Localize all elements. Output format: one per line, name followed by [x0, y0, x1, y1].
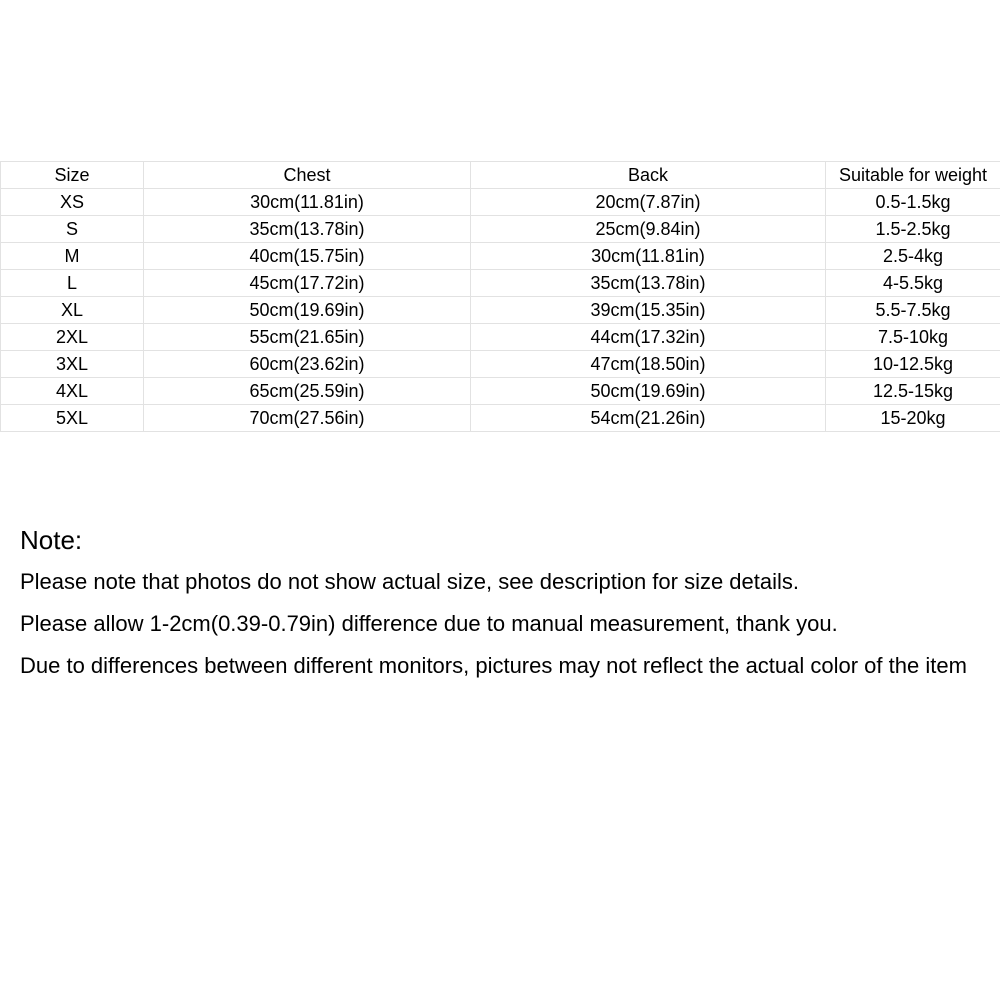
cell-chest: 45cm(17.72in) [144, 270, 471, 297]
cell-size: 2XL [1, 324, 144, 351]
cell-size: XS [1, 189, 144, 216]
cell-chest: 65cm(25.59in) [144, 378, 471, 405]
table-header-row [1, 162, 1000, 189]
header-weight: Suitable for weight [826, 162, 1000, 189]
size-chart-table [0, 161, 1000, 432]
header-chest: Chest [144, 162, 471, 189]
cell-chest: 30cm(11.81in) [144, 189, 471, 216]
cell-weight: 7.5-10kg [826, 324, 1000, 351]
table-row [1, 216, 1000, 243]
cell-size: L [1, 270, 144, 297]
cell-weight: 2.5-4kg [826, 243, 1000, 270]
cell-weight: 0.5-1.5kg [826, 189, 1000, 216]
cell-size: 3XL [1, 351, 144, 378]
cell-back: 47cm(18.50in) [471, 351, 826, 378]
cell-size: M [1, 243, 144, 270]
cell-chest: 60cm(23.62in) [144, 351, 471, 378]
cell-weight: 15-20kg [826, 405, 1000, 432]
table-row [1, 324, 1000, 351]
table-row [1, 297, 1000, 324]
cell-weight: 5.5-7.5kg [826, 297, 1000, 324]
cell-back: 50cm(19.69in) [471, 378, 826, 405]
table-row [1, 270, 1000, 297]
cell-back: 35cm(13.78in) [471, 270, 826, 297]
cell-back: 39cm(15.35in) [471, 297, 826, 324]
cell-size: 5XL [1, 405, 144, 432]
header-back: Back [471, 162, 826, 189]
table-row [1, 405, 1000, 432]
note-line: Due to differences between different monitors, pictures may not reflect the actual color of the item [20, 653, 967, 678]
table-row [1, 189, 1000, 216]
cell-chest: 40cm(15.75in) [144, 243, 471, 270]
note-section [20, 519, 980, 687]
note-title: Note: [20, 525, 83, 555]
note-line: Please allow 1-2cm(0.39-0.79in) difference due to manual measurement, thank you. [20, 611, 838, 636]
cell-chest: 70cm(27.56in) [144, 405, 471, 432]
cell-back: 44cm(17.32in) [471, 324, 826, 351]
cell-size: 4XL [1, 378, 144, 405]
cell-chest: 35cm(13.78in) [144, 216, 471, 243]
cell-size: S [1, 216, 144, 243]
cell-chest: 55cm(21.65in) [144, 324, 471, 351]
table-row [1, 243, 1000, 270]
cell-chest: 50cm(19.69in) [144, 297, 471, 324]
header-size: Size [1, 162, 144, 189]
cell-weight: 4-5.5kg [826, 270, 1000, 297]
cell-back: 30cm(11.81in) [471, 243, 826, 270]
cell-weight: 10-12.5kg [826, 351, 1000, 378]
cell-weight: 12.5-15kg [826, 378, 1000, 405]
table-row [1, 351, 1000, 378]
cell-size: XL [1, 297, 144, 324]
cell-weight: 1.5-2.5kg [826, 216, 1000, 243]
note-line: Please note that photos do not show actual size, see description for size details. [20, 569, 800, 594]
table-row [1, 378, 1000, 405]
cell-back: 54cm(21.26in) [471, 405, 826, 432]
cell-back: 20cm(7.87in) [471, 189, 826, 216]
cell-back: 25cm(9.84in) [471, 216, 826, 243]
